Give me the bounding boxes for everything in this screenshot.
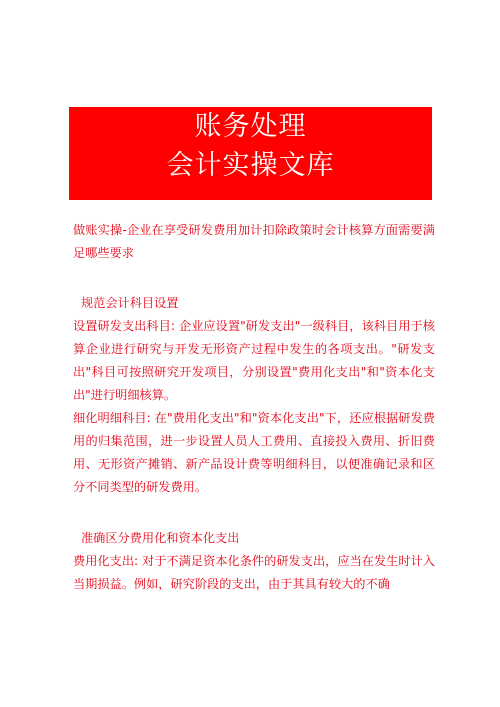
- intro-paragraph: 做账实操-企业在享受研发费用加计扣除政策时会计核算方面需要满足哪些要求: [73, 223, 435, 260]
- paragraph-rd-account: 设置研发支出科目: 企业应设置"研发支出"一级科目，该科目用于核算企业进行研究与开发无形资产过程中发生的各项支出。"研发支出"科目可按照研究开发项目，分别设置"费用化支出"和"资本化支出"进行明细核算。: [73, 319, 435, 402]
- document-body: [73, 219, 435, 596]
- banner-title: 账务处理: [194, 111, 307, 142]
- title-banner: [69, 107, 432, 200]
- section-heading-capitalization: 准确区分费用化和资本化支出: [81, 531, 240, 545]
- section-heading-accounts: 规范会计科目设置: [81, 296, 179, 310]
- paragraph-expensed: 费用化支出: 对于不满足资本化条件的研发支出，应当在发生时计入当期损益。例如，研究阶段的支出，由于其具有较大的不确: [73, 554, 435, 591]
- paragraph-detail-accounts: 细化明细科目: 在"费用化支出"和"资本化支出"下，还应根据研发费用的归集范围，进一步设置人员人工费用、直接投入费用、折旧费用、无形资产摊销、新产品设计费等明细科目，以便准确记录和区分不同类型的研发费用。: [73, 411, 435, 494]
- banner-subtitle: 会计实操文库: [166, 150, 335, 181]
